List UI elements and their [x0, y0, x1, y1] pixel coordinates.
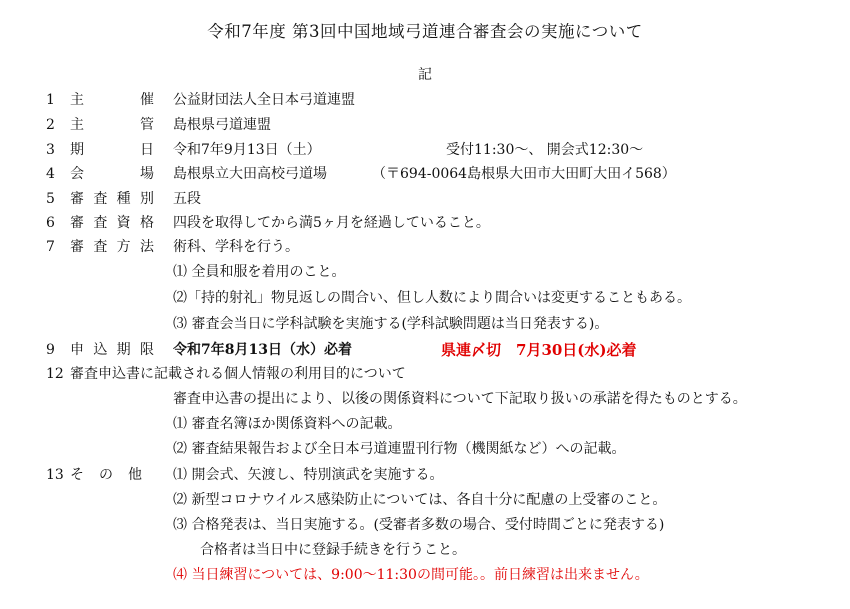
venue-address: （〒694-0064島根県大田市大田町大田イ568） — [372, 166, 676, 182]
item-value: 令和7年9月13日（土） — [173, 142, 321, 158]
item-number: 7 — [46, 239, 55, 255]
item-number: 1 — [46, 92, 55, 108]
item-label: 期 日 — [70, 142, 154, 158]
item-label: 会 場 — [70, 166, 154, 182]
item-value: 術科、学科を行う。 — [173, 239, 299, 255]
item-number: 5 — [46, 191, 55, 207]
prefecture-deadline-note: 県連〆切 7月30日(水)必着 — [441, 341, 637, 359]
item-value: 島根県弓道連盟 — [173, 117, 271, 133]
other-note: ⑴ 開会式、矢渡し、特別演武を実施する。 — [173, 467, 444, 483]
item-value: 五段 — [173, 191, 201, 207]
item-label: 審 査 種 別 — [70, 191, 154, 207]
item-number: 4 — [46, 166, 55, 182]
item-number: 6 — [46, 215, 55, 231]
item-label: そ の 他 — [70, 467, 142, 483]
document-title: 令和7年度 第3回中国地域弓道連合審査会の実施について — [207, 22, 643, 41]
item-value: 公益財団法人全日本弓道連盟 — [173, 92, 355, 108]
item-label: 主 催 — [70, 92, 154, 108]
reception-time: 受付11:30～、 開会式12:30～ — [446, 142, 644, 158]
deadline-value: 令和7年8月13日（水）必着 — [173, 342, 352, 358]
item-value: 島根県立大田高校弓道場 — [173, 166, 327, 182]
item-number: 9 — [46, 342, 55, 358]
item-number: 13 — [46, 467, 64, 483]
ki-heading: 記 — [418, 67, 432, 83]
item-number: 2 — [46, 117, 55, 133]
item-label: 申 込 期 限 — [70, 342, 154, 358]
item-number: 3 — [46, 142, 55, 158]
item-label: 審 査 方 法 — [70, 239, 154, 255]
item-label: 主 管 — [70, 117, 154, 133]
item-label: 審査申込書に記載される個人情報の利用目的について — [70, 366, 406, 382]
item-number: 12 — [46, 366, 64, 382]
item-label: 審 査 資 格 — [70, 215, 154, 231]
item-value: 四段を取得してから満5ヶ月を経過していること。 — [173, 215, 490, 231]
